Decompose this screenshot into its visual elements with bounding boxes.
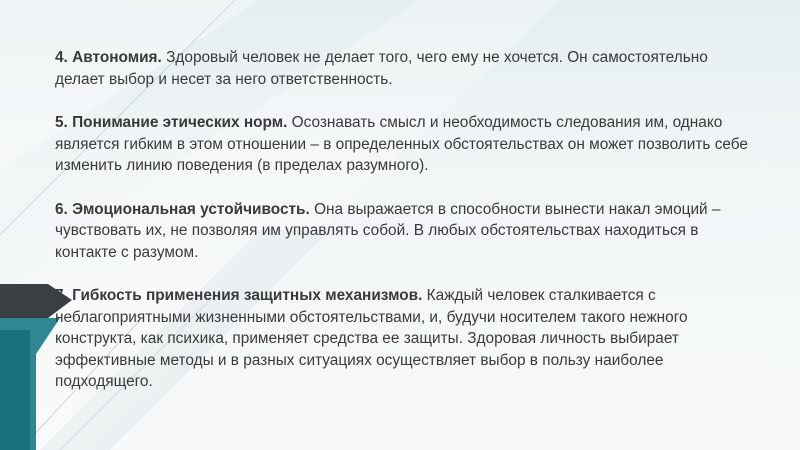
- teal-accent-strip: [0, 330, 30, 450]
- paragraph-emotional-stability: [55, 199, 755, 264]
- paragraph-heading: 5. Понимание этических норм.: [55, 114, 288, 131]
- paragraph-defense-mechanisms: [55, 285, 755, 393]
- paragraph-heading: 4. Автономия.: [55, 49, 162, 66]
- paragraph-text: Она выражается в способности вынести накал эмоций – чувствовать их, не позволяя им управлять собой. В любых обстоятельствах находиться в контакте с разумом.: [55, 200, 721, 261]
- paragraph-text: Здоровый человек не делает того, чего ему не хочется. Он самостоятельно делает выбор и несет за него ответственность.: [55, 49, 708, 88]
- paragraph-heading: 7. Гибкость применения защитных механизмов.: [55, 287, 423, 304]
- paragraph-autonomy: [55, 47, 755, 90]
- slide-content: [55, 47, 755, 415]
- paragraph-text: Осознавать смысл и необходимость следования им, однако является гибким в этом отношении – в определенных обстоятельствах он может позволить себе изменить линию поведения (в пределах разумного).: [55, 114, 748, 174]
- paragraph-heading: 6. Эмоциональная устойчивость.: [55, 200, 310, 218]
- paragraph-ethical-norms: [55, 112, 755, 177]
- paragraph-text: Каждый человек сталкивается с неблагоприятными жизненными обстоятельствами, и, будучи носителем такого нежного конструкта, как психика, применяет средства ее защиты. Здоровая личность выбирает эффективные методы и в разных ситуациях осуществляет выбор в пользу наиболее подходящего.: [55, 287, 688, 390]
